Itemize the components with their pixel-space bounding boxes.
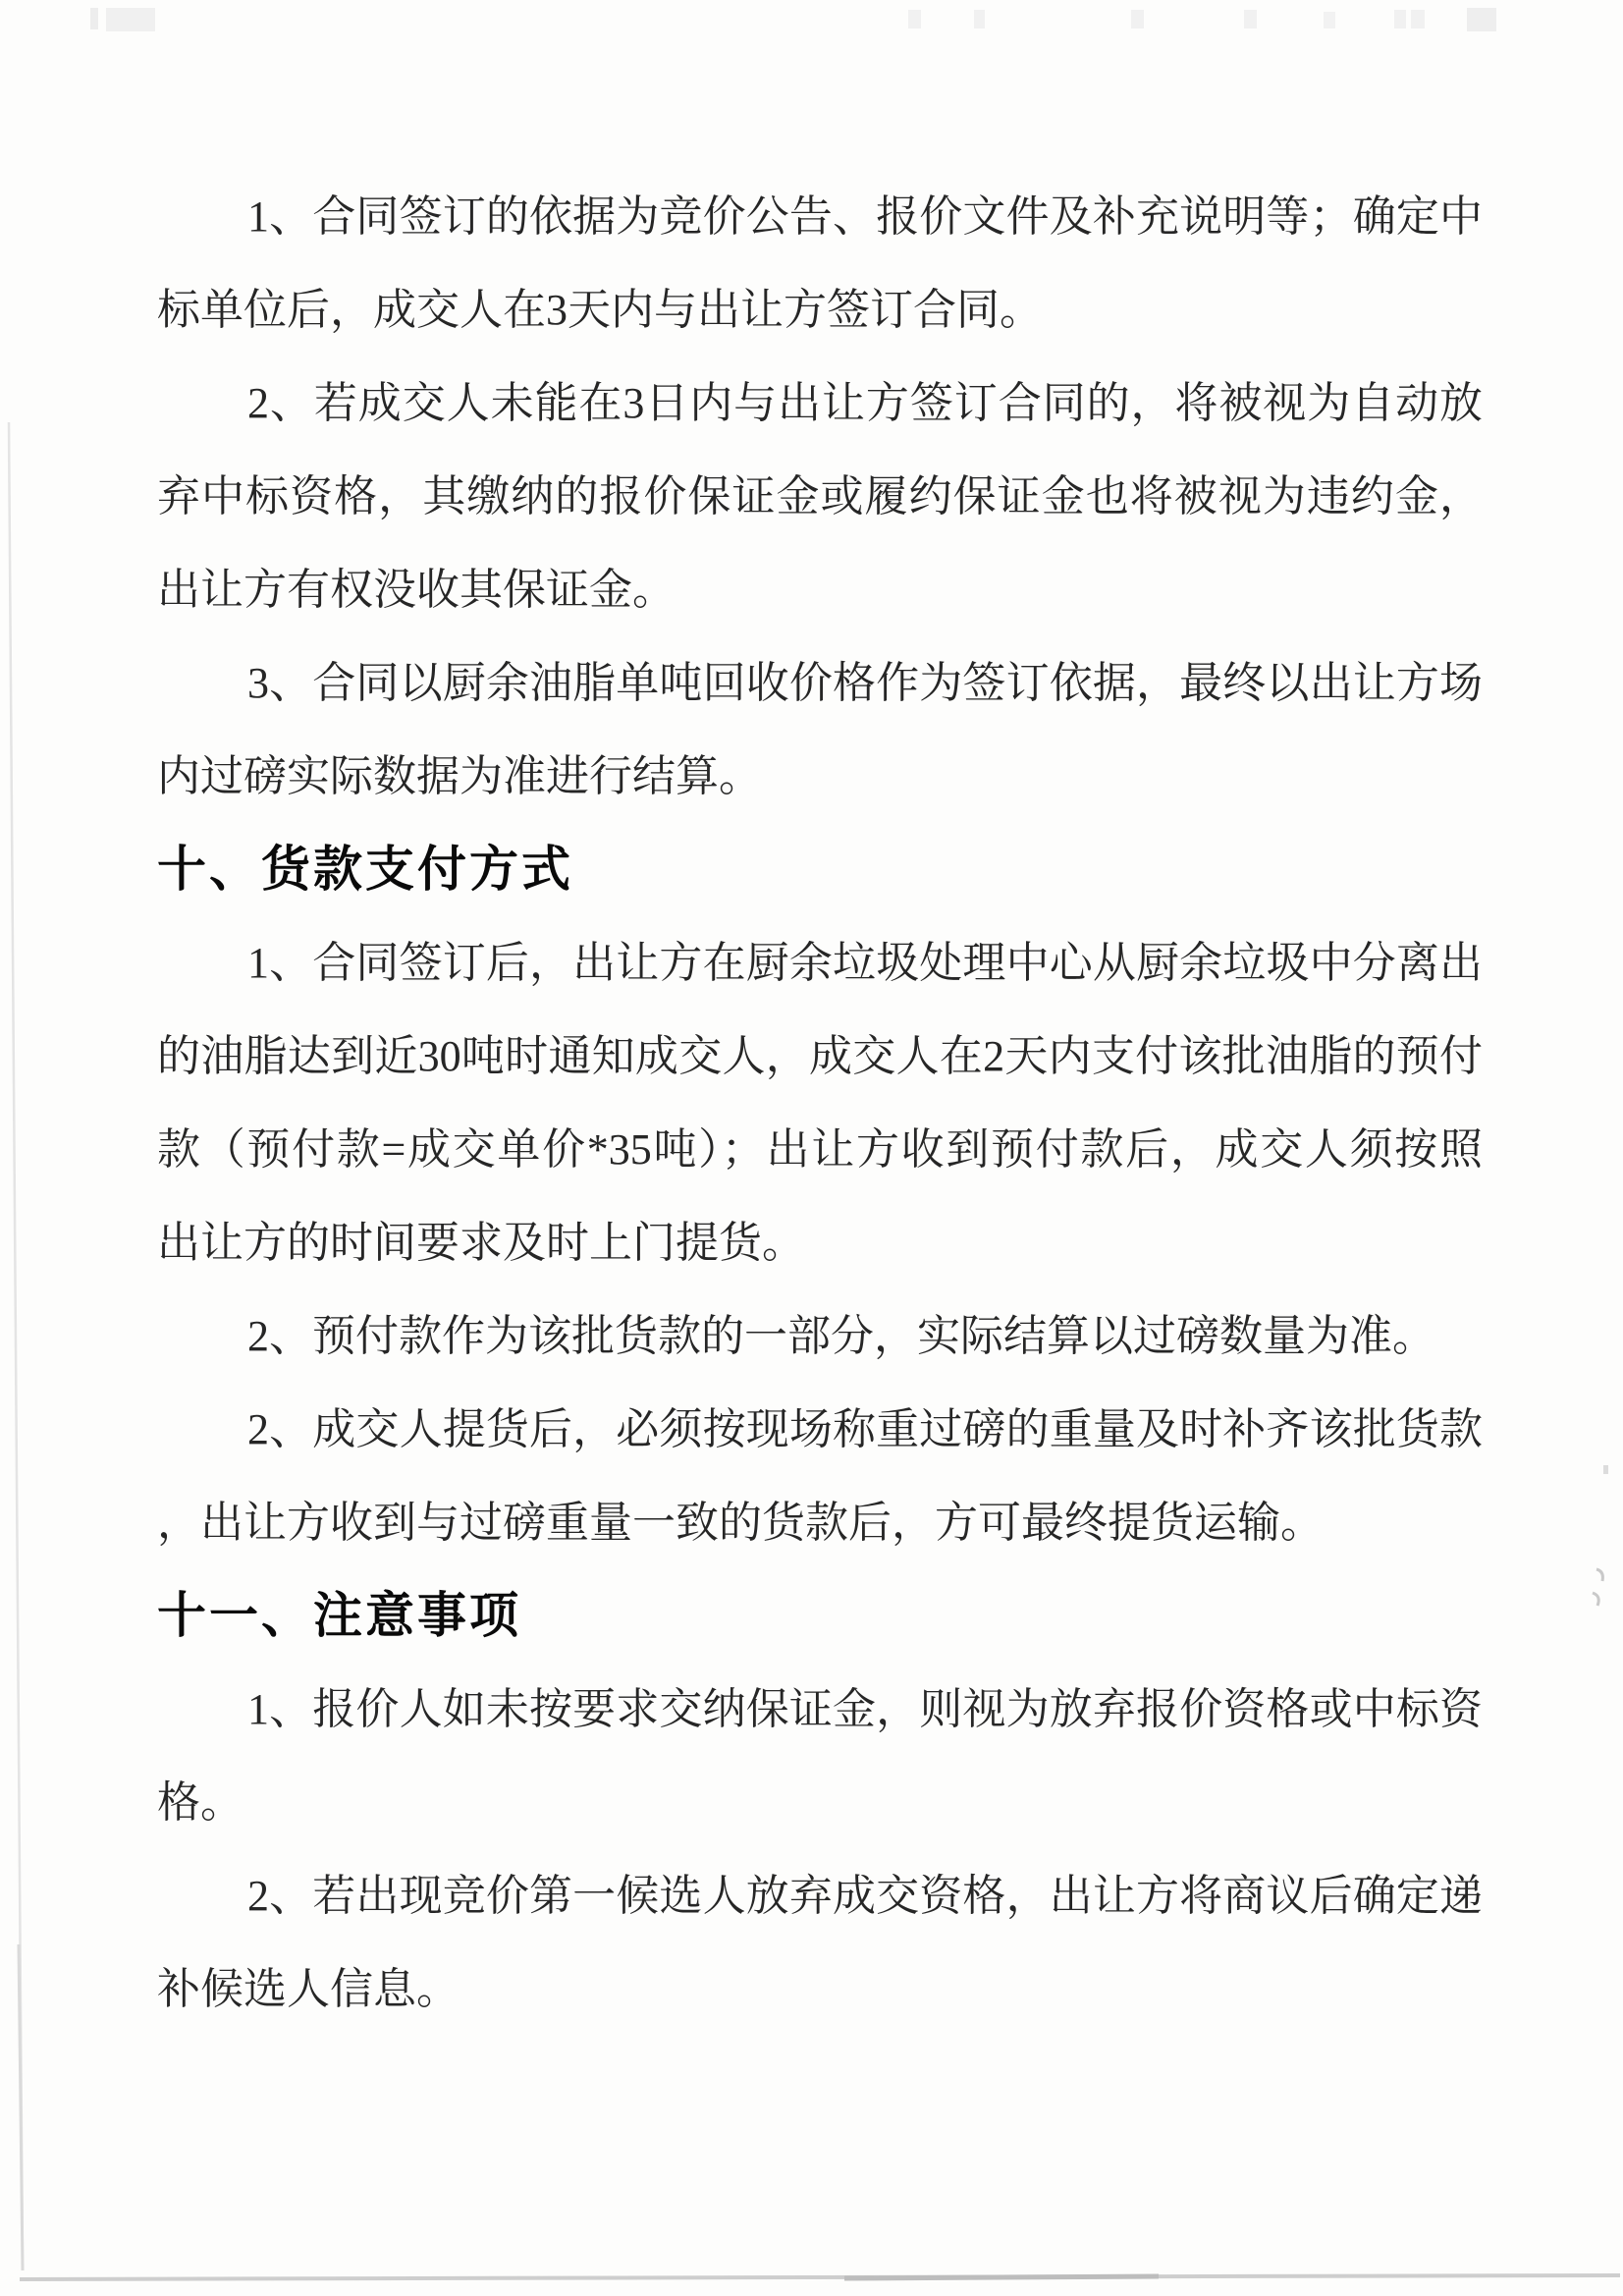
document-body (157, 170, 1483, 2036)
scan-artifact-right-marks (1593, 1465, 1608, 1606)
doc-line: 2、预付款作为该批货款的一部分，实际结算以过磅数量为准。 (247, 1312, 1435, 1360)
doc-line: 1、合同签订后，出让方在厨余垃圾处理中心从厨余垃圾中分离出 (247, 939, 1483, 987)
doc-line: 2、若出现竞价第一候选人放弃成交资格，出让方将商议后确定递 (247, 1872, 1483, 1920)
doc-line: 内过磅实际数据为准进行结算。 (157, 752, 762, 800)
doc-line: 出让方有权没收其保证金。 (157, 566, 676, 614)
doc-line: 标单位后，成交人在3天内与出让方签订合同。 (157, 286, 1043, 334)
doc-line: ，出让方收到与过磅重量一致的货款后，方可最终提货运输。 (157, 1499, 1324, 1547)
doc-line: 的油脂达到近30吨时通知成交人，成交人在2天内支付该批油脂的预付 (157, 1032, 1483, 1080)
doc-line: 2、成交人提货后，必须按现场称重过磅的重量及时补齐该批货款 (247, 1405, 1483, 1453)
doc-line: 2、若成交人未能在3日内与出让方签订合同的，将被视为自动放 (247, 379, 1483, 427)
section-heading-payment-method: 十、货款支付方式 (157, 842, 573, 897)
doc-line: 出让方的时间要求及时上门提货。 (157, 1219, 805, 1267)
doc-line: 1、报价人如未按要求交纳保证金，则视为放弃报价资格或中标资 (247, 1685, 1483, 1733)
scan-artifact-top-strip (90, 8, 1496, 31)
doc-line: 3、合同以厨余油脂单吨回收价格作为签订依据，最终以出让方场 (247, 659, 1483, 707)
section-heading-notes: 十一、注意事项 (157, 1588, 521, 1643)
doc-line: 弃中标资格，其缴纳的报价保证金或履约保证金也将被视为违约金， (157, 472, 1483, 520)
doc-line: 款（预付款=成交单价*35吨）；出让方收到预付款后，成交人须按照 (157, 1125, 1483, 1174)
doc-line: 补候选人信息。 (157, 1965, 460, 2013)
doc-line: 1、合同签订的依据为竞价公告、报价文件及补充说明等；确定中 (247, 192, 1483, 241)
doc-line: 格。 (157, 1778, 243, 1827)
